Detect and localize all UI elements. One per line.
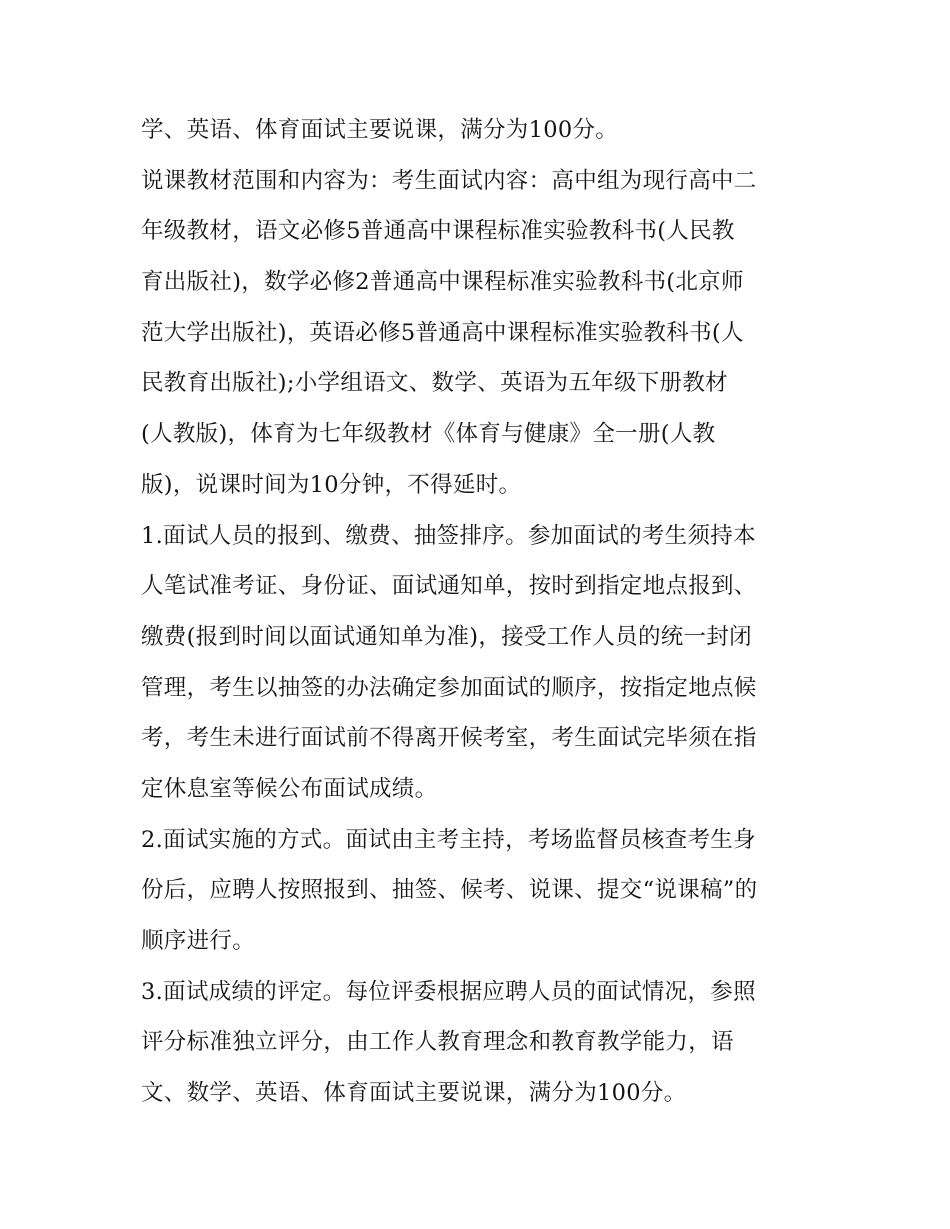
text-line: 文、数学、英语、体育面试主要说课，满分为100分。: [141, 1080, 687, 1107]
text-line: 民教育出版社);小学组语文、数学、英语为五年级下册教材: [141, 370, 728, 397]
text-line: 说课教材范围和内容为：考生面试内容：高中组为现行高中二: [141, 167, 757, 194]
text-line: 育出版社)，数学必修2普通高中课程标准实验教科书(北京师: [141, 269, 744, 296]
text-line: 缴费(报到时间以面试通知单为准)，接受工作人员的统一封闭: [141, 623, 752, 650]
text-line: 定休息室等候公布面试成绩。: [141, 775, 438, 802]
text-line: 1.面试人员的报到、缴费、抽签排序。参加面试的考生须持本: [141, 522, 756, 549]
text-line: 范大学出版社)，英语必修5普通高中课程标准实验教科书(人: [141, 319, 744, 346]
text-line: 年级教材，语文必修5普通高中课程标准实验教科书(人民教: [141, 218, 735, 245]
text-line: 人笔试准考证、身份证、面试通知单，按时到指定地点报到、: [141, 573, 757, 600]
text-line: 考，考生未进行面试前不得离开候考室，考生面试完毕须在指: [141, 725, 757, 752]
text-line: 版)，说课时间为10分钟，不得延时。: [141, 471, 522, 498]
text-line: 评分标准独立评分，由工作人教育理念和教育教学能力，语: [141, 1029, 734, 1056]
text-line: 顺序进行。: [141, 928, 256, 954]
text-line: 份后，应聘人按照报到、抽签、候考、说课、提交“说课稿”的: [141, 877, 758, 904]
text-line: 2.面试实施的方式。面试由主考主持，考场监督员核查考生身: [141, 826, 756, 853]
text-line: 3.面试成绩的评定。每位评委根据应聘人员的面试情况，参照: [141, 978, 756, 1005]
text-line: 学、英语、体育面试主要说课，满分为100分。: [141, 117, 619, 143]
document-body: [141, 105, 831, 1119]
text-line: 管理，考生以抽签的办法确定参加面试的顺序，按指定地点候: [141, 674, 757, 701]
text-line: (人教版)，体育为七年级教材《体育与健康》全一册(人教: [141, 421, 716, 448]
